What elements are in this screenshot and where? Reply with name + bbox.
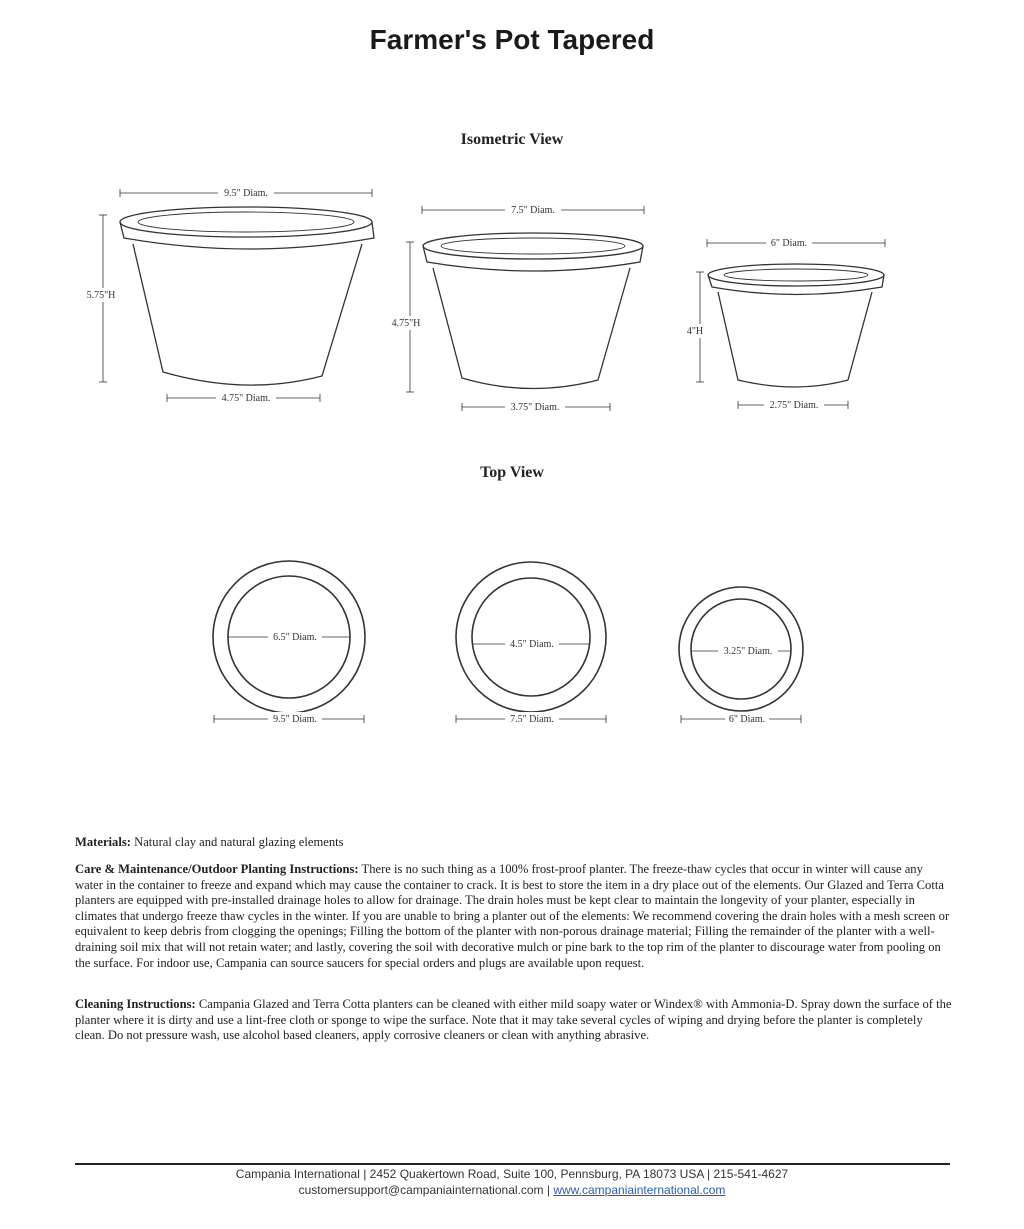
care-paragraph [75, 862, 953, 971]
iso-large-height: 5.75"H [86, 290, 116, 301]
materials-paragraph [75, 835, 953, 851]
iso-large-top-diam: 9.5" Diam. [224, 188, 268, 199]
top-large-outer-diam: 9.5" Diam. [273, 714, 317, 725]
iso-small-bottom-diam: 2.75" Diam. [769, 400, 819, 411]
isometric-pot-medium [406, 206, 644, 411]
footer-address: Campania International | 2452 Quakertown Road, Suite 100, Pennsburg, PA 18073 USA | 215-541-4627 [235, 1167, 789, 1181]
top-small-inner-diam: 3.25" Diam. [723, 646, 773, 657]
care-label: Care & Maintenance/Outdoor Planting Instructions: [75, 862, 359, 876]
materials-label: Materials: [75, 835, 131, 849]
top-small-outer-diam: 6" Diam. [728, 714, 766, 725]
iso-medium-height: 4.75"H [391, 318, 421, 329]
footer-separator: | [543, 1183, 554, 1197]
iso-small-top-diam: 6" Diam. [770, 238, 808, 249]
materials-text: Natural clay and natural glazing elements [130, 835, 344, 849]
footer-contact [0, 1183, 1024, 1197]
top-view-heading: Top View [480, 464, 544, 481]
iso-small-height: 4"H [686, 326, 704, 337]
isometric-view-heading: Isometric View [460, 131, 564, 148]
footer-email: customersupport@campaniainternational.com [298, 1183, 544, 1197]
footer-website-link[interactable]: www.campaniainternational.com [553, 1183, 726, 1197]
top-medium-outer-diam: 7.5" Diam. [510, 714, 554, 725]
top-medium-inner-diam: 4.5" Diam. [510, 639, 554, 650]
care-text: There is no such thing as a 100% frost-proof planter. The freeze-thaw cycles that occur in winter will cause any water in the container to freeze and expand which may cause the container to crack. It is best to store the item in a dry place out of the elements. Our Glazed and Terra Cotta planters are equipped with pre-installed drainage holes to allow for drainage. The drain holes must be kept clear to maintain the longevity of your planter, especially in climates that undergo freeze thaw cycles in the winter. If you are unable to bring a planter out of the elements: We recommend covering the drain holes with a mesh screen or equivalent to keep debris from clogging the openings; Filling the bottom of the planter with non-porous drainage material; Filling the remainder of the planter with a well-draining soil mix that will not retain water; and lastly, covering the soil with decorative mulch or pine bark to the top rim of the planter to discourage water from pooling on the surface. For indoor use, Campania can source saucers for special orders and plugs are available upon request. [75, 862, 950, 970]
iso-large-bottom-diam: 4.75" Diam. [221, 393, 271, 404]
isometric-pot-large [99, 189, 374, 402]
isometric-pot-small [696, 239, 885, 409]
footer-divider [75, 1163, 950, 1165]
cleaning-paragraph [75, 997, 953, 1044]
page-title: Farmer's Pot Tapered [369, 24, 655, 55]
iso-medium-bottom-diam: 3.75" Diam. [510, 402, 560, 413]
cleaning-label: Cleaning Instructions: [75, 997, 196, 1011]
iso-medium-top-diam: 7.5" Diam. [511, 205, 555, 216]
top-large-inner-diam: 6.5" Diam. [273, 632, 317, 643]
cleaning-text: Campania Glazed and Terra Cotta planters can be cleaned with either mild soapy water or Windex® with Ammonia-D. Spray down the surface of the planter where it is dirty and use a lint-free cloth or sponge to wipe the surface. Note that it may take several cycles of wiping and drying before the planter is completely clean. Do not pressure wash, use alcohol based cleaners, apply corrosive cleaners or clean with anything abrasive. [75, 997, 952, 1043]
